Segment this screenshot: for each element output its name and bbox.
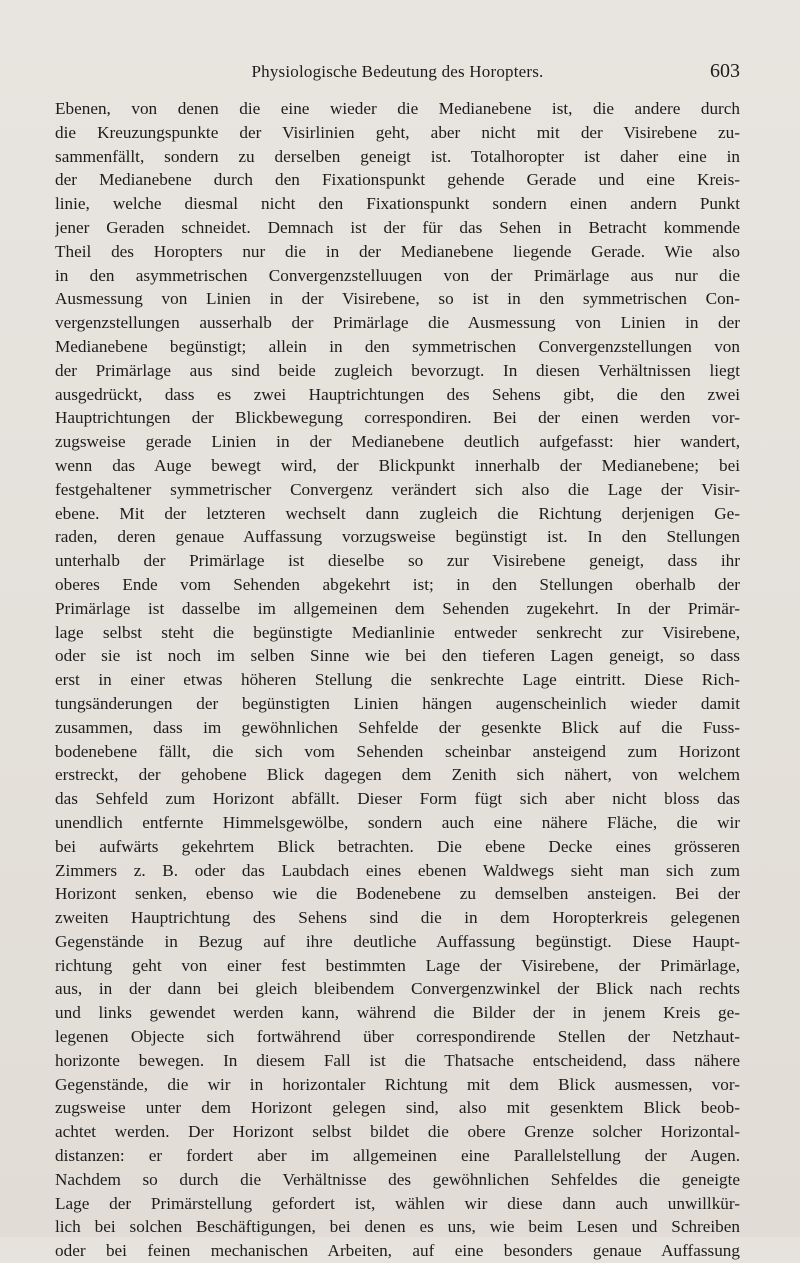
text-line: bodenebene fällt, die sich vom Sehenden scheinbar ansteigend zum Horizont bbox=[55, 741, 740, 761]
text-line: festgehaltener symmetrischer Convergenz verändert sich also die Lage der Visir- bbox=[55, 479, 740, 499]
text-line: raden, deren genaue Auffassung vorzugsweise begünstigt ist. In den Stellungen bbox=[55, 527, 740, 547]
text-line: der Primärlage aus sind beide zugleich bevorzugt. In diesen Verhältnissen liegt bbox=[55, 360, 740, 380]
text-line: die Kreuzungspunkte der Visirlinien geht, aber nicht mit der Visirebene zu- bbox=[55, 122, 740, 142]
text-line: jener Geraden schneidet. Demnach ist der für das Sehen in Betracht kommende bbox=[55, 217, 740, 237]
text-line: horizonte bewegen. In diesem Fall ist die Thatsache entscheidend, dass nähere bbox=[55, 1050, 740, 1070]
text-line: Lage der Primärstellung gefordert ist, wählen wir diese dann auch unwillkür- bbox=[55, 1193, 740, 1213]
text-line: wenn das Auge bewegt wird, der Blickpunkt innerhalb der Medianebene; bei bbox=[55, 455, 740, 475]
body-text bbox=[55, 97, 740, 1263]
text-line: Hauptrichtungen der Blickbewegung correspondiren. Bei der einen werden vor- bbox=[55, 408, 740, 428]
text-line: erstreckt, der gehobene Blick dagegen dem Zenith sich nähert, von welchem bbox=[55, 765, 740, 785]
text-line: aus, in der dann bei gleich bleibendem Convergenzwinkel der Blick nach rechts bbox=[55, 979, 740, 999]
text-line: in den asymmetrischen Convergenzstelluugen von der Primärlage aus nur die bbox=[55, 265, 740, 285]
text-line: zweiten Hauptrichtung des Sehens sind die in dem Horopterkreis gelegenen bbox=[55, 908, 740, 928]
text-line: und links gewendet werden kann, während die Bilder der in jenem Kreis ge- bbox=[55, 1003, 740, 1023]
text-line: der Medianebene durch den Fixationspunkt gehende Gerade und eine Kreis- bbox=[55, 170, 740, 190]
text-line: Gegenstände, die wir in horizontaler Richtung mit dem Blick ausmessen, vor- bbox=[55, 1074, 740, 1094]
text-line: linie, welche diesmal nicht den Fixationspunkt sondern einen andern Punkt bbox=[55, 194, 740, 214]
text-line: Nachdem so durch die Verhältnisse des gewöhnlichen Sehfeldes die geneigte bbox=[55, 1169, 740, 1189]
text-line: sammenfällt, sondern zu derselben geneigt ist. Totalhoropter ist daher eine in bbox=[55, 146, 740, 166]
text-line: das Sehfeld zum Horizont abfällt. Dieser Form fügt sich aber nicht bloss das bbox=[55, 789, 740, 809]
text-line: Medianebene begünstigt; allein in den symmetrischen Convergenzstellungen von bbox=[55, 336, 740, 356]
text-line: achtet werden. Der Horizont selbst bildet die obere Grenze solcher Horizontal- bbox=[55, 1122, 740, 1142]
text-line: Primärlage ist dasselbe im allgemeinen dem Sehenden zugekehrt. In der Primär- bbox=[55, 598, 740, 618]
text-line: Ebenen, von denen die eine wieder die Medianebene ist, die andere durch bbox=[55, 99, 740, 118]
text-line: bei aufwärts gekehrtem Blick betrachten. Die ebene Decke eines grösseren bbox=[55, 836, 740, 856]
text-line: zusammen, dass im gewöhnlichen Sehfelde der gesenkte Blick auf die Fuss- bbox=[55, 717, 740, 737]
text-line: Ausmessung von Linien in der Visirebene, so ist in den symmetrischen Con- bbox=[55, 289, 740, 309]
text-line: zugsweise unter dem Horizont gelegen sind, also mit gesenktem Blick beob- bbox=[55, 1098, 740, 1118]
text-line: oder sie ist noch im selben Sinne wie bei den tieferen Lagen geneigt, so dass bbox=[55, 646, 740, 666]
text-line: lich bei solchen Beschäftigungen, bei denen es uns, wie beim Lesen und Schreiben bbox=[55, 1217, 740, 1237]
text-line: lage selbst steht die begünstigte Medianlinie entweder senkrecht zur Visirebene, bbox=[55, 622, 740, 642]
text-line: unterhalb der Primärlage ist dieselbe so zur Visirebene geneigt, dass ihr bbox=[55, 551, 740, 571]
text-line: Gegenstände in Bezug auf ihre deutliche Auffassung begünstigt. Diese Haupt- bbox=[55, 931, 740, 951]
text-line: oberes Ende vom Sehenden abgekehrt ist; in den Stellungen oberhalb der bbox=[55, 574, 740, 594]
text-line: ausgedrückt, dass es zwei Hauptrichtungen des Sehens gibt, die den zwei bbox=[55, 384, 740, 404]
text-line: Theil des Horopters nur die in der Medianebene liegende Gerade. Wie also bbox=[55, 241, 740, 261]
text-line: unendlich entfernte Himmelsgewölbe, sondern auch eine nähere Fläche, die wir bbox=[55, 812, 740, 832]
running-title: Physiologische Bedeutung des Horopters. bbox=[251, 62, 544, 81]
text-line: distanzen: er fordert aber im allgemeinen eine Parallelstellung der Augen. bbox=[55, 1146, 740, 1166]
text-line: zugsweise gerade Linien in der Medianebene deutlich aufgefasst: hier wandert, bbox=[55, 432, 740, 452]
text-line: richtung geht von einer fest bestimmten Lage der Visirebene, der Primärlage, bbox=[55, 955, 740, 975]
text-line: legenen Objecte sich fortwährend über correspondirende Stellen der Netzhaut- bbox=[55, 1027, 740, 1047]
running-head bbox=[55, 62, 740, 88]
text-line: Zimmers z. B. oder das Laubdach eines ebenen Waldwegs sieht man sich zum bbox=[55, 860, 740, 880]
text-line: tungsänderungen der begünstigten Linien hängen augenscheinlich wieder damit bbox=[55, 693, 740, 713]
text-line: ebene. Mit der letzteren wechselt dann zugleich die Richtung derjenigen Ge- bbox=[55, 503, 740, 523]
text-line: Horizont senken, ebenso wie die Bodenebene zu demselben ansteigen. Bei der bbox=[55, 884, 740, 904]
text-line: erst in einer etwas höheren Stellung die senkrechte Lage eintritt. Diese Rich- bbox=[55, 670, 740, 690]
page-number: 603 bbox=[710, 60, 740, 82]
text-line: oder bei feinen mechanischen Arbeiten, auf eine besonders genaue Auffassung bbox=[55, 1241, 740, 1261]
text-line: vergenzstellungen ausserhalb der Primärlage die Ausmessung von Linien in der bbox=[55, 313, 740, 333]
